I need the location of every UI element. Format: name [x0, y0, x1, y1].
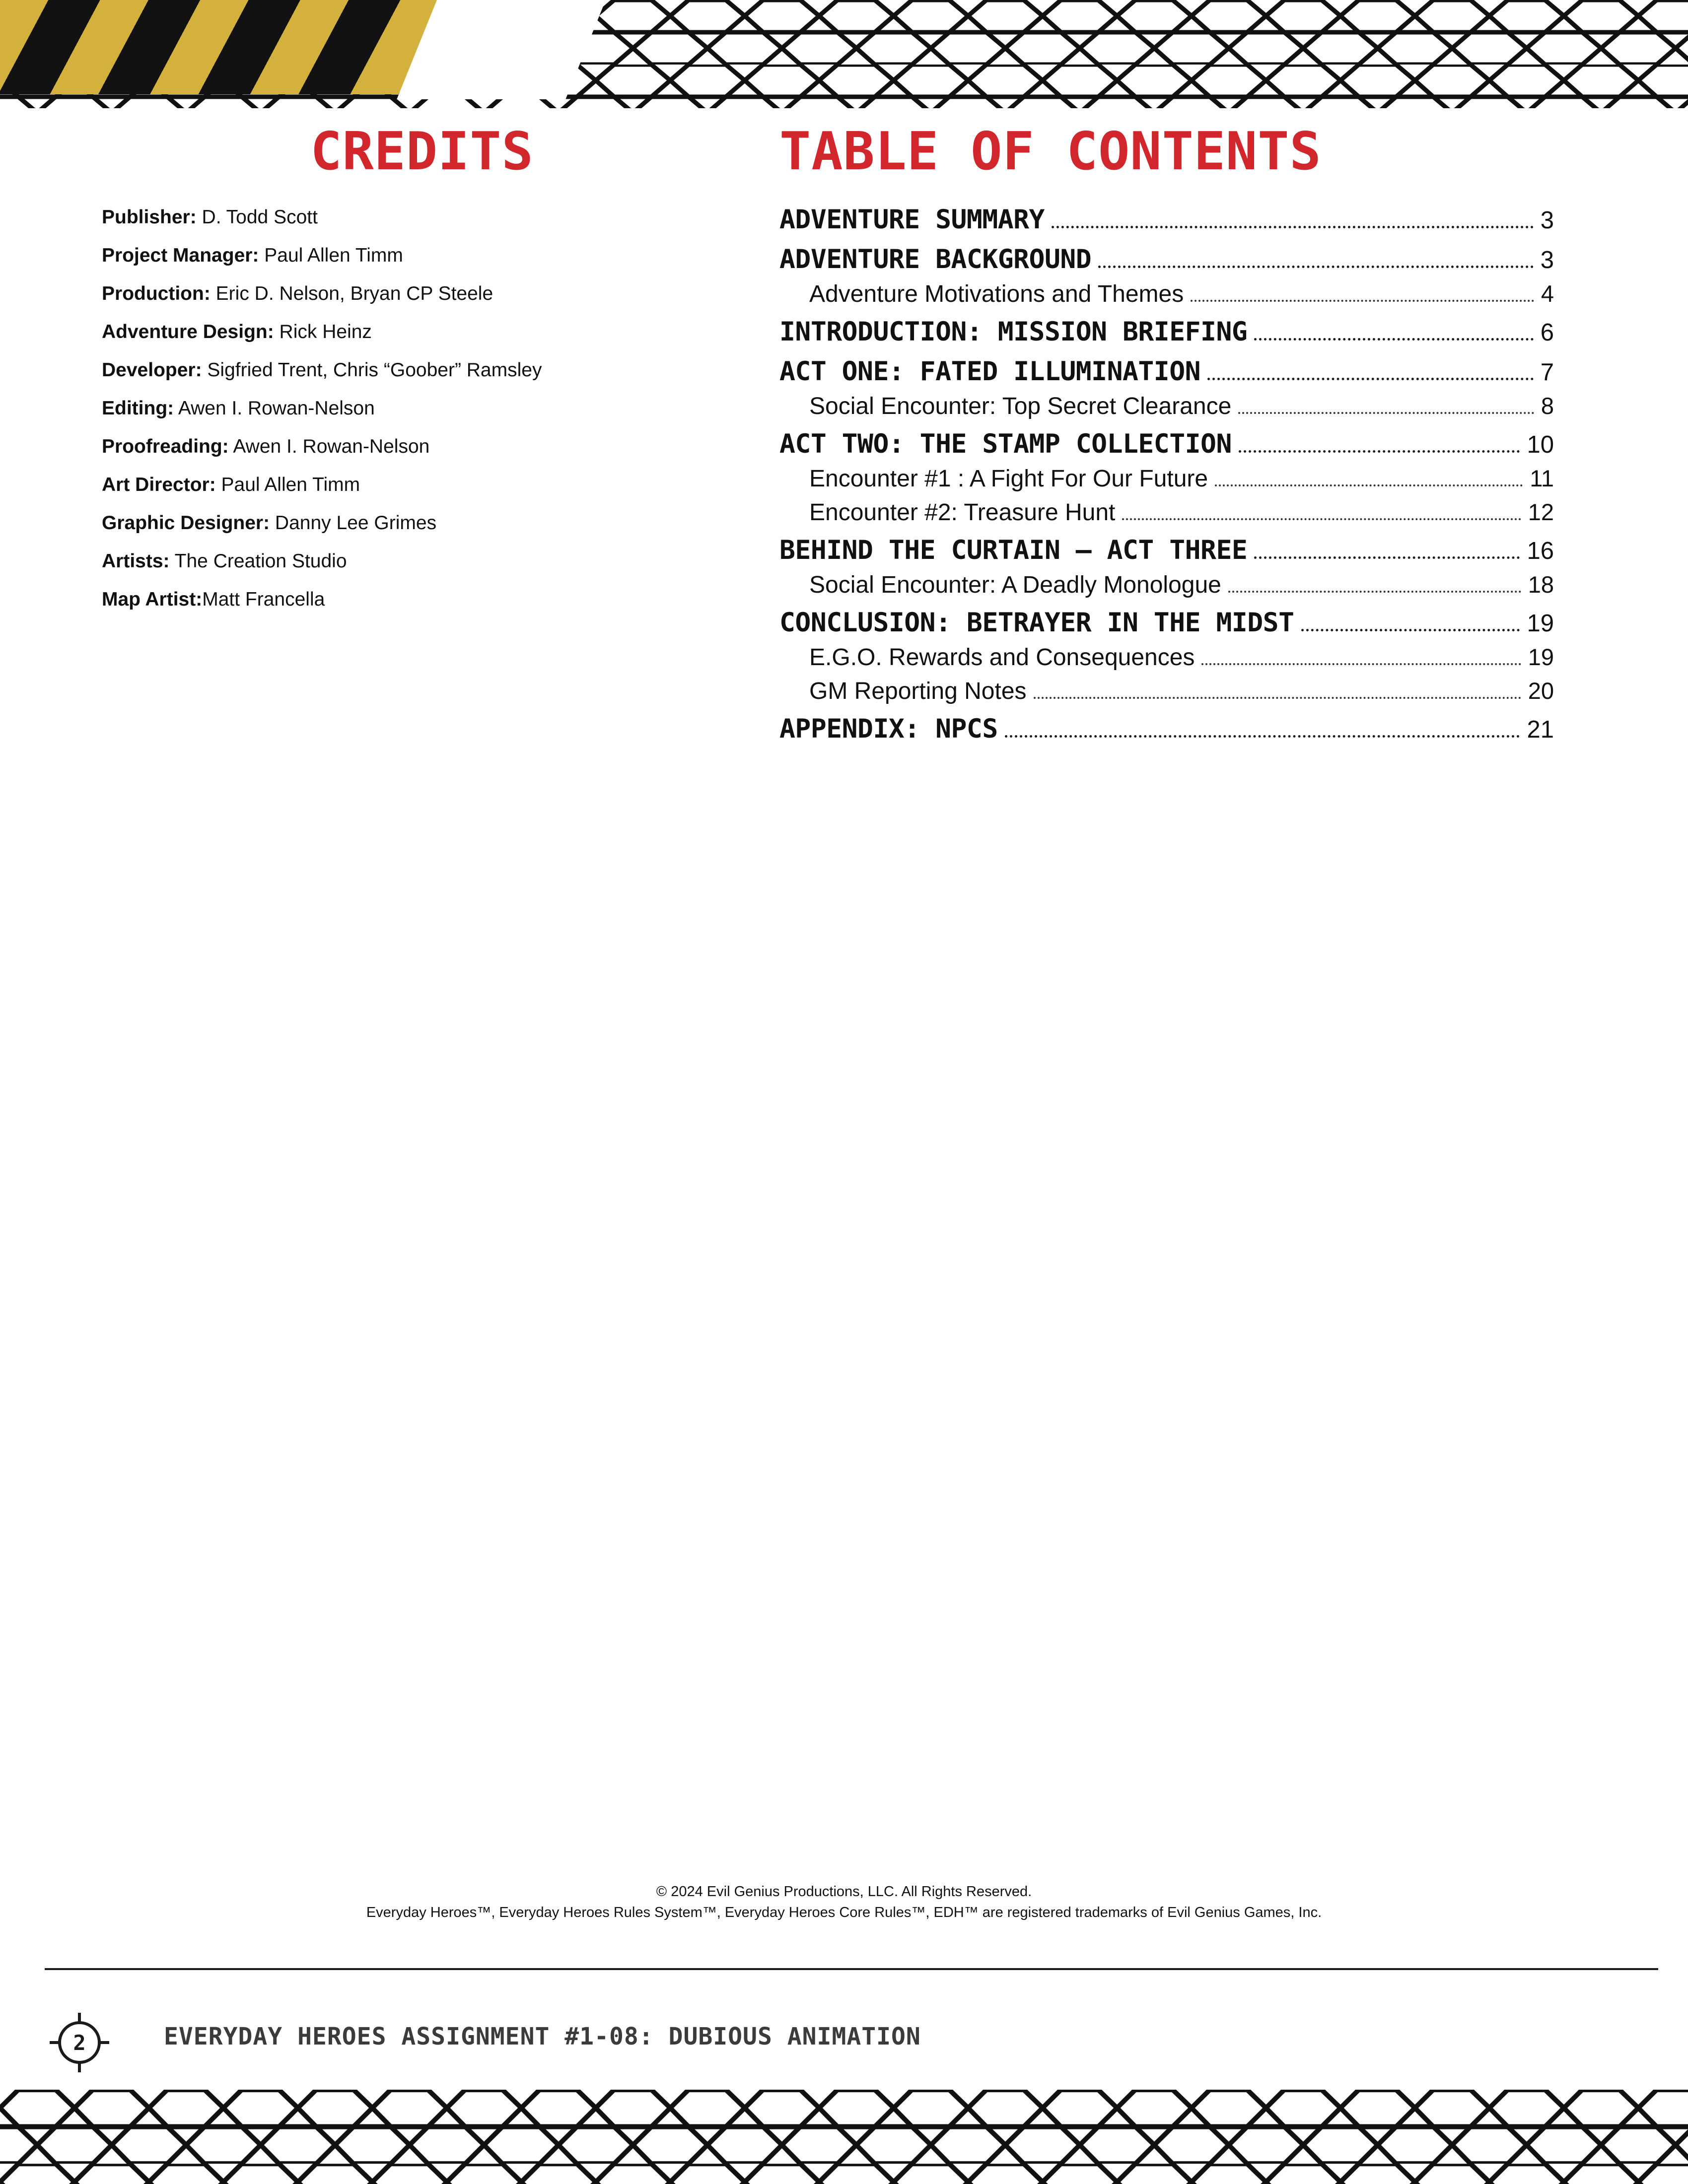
toc-leader	[1228, 591, 1521, 593]
credit-role: Publisher:	[102, 206, 197, 228]
toc-entry[interactable]	[779, 280, 1554, 308]
trademark-line: Everyday Heroes™, Everyday Heroes Rules System™, Everyday Heroes Core Rules™, EDH™ are registered trademarks of Evil Genius Games, Inc.	[366, 1905, 1322, 1921]
toc-leader	[1201, 663, 1521, 665]
toc-entry-label: ADVENTURE BACKGROUND	[779, 244, 1092, 275]
list-item	[102, 437, 742, 456]
credit-names: Danny Lee Grimes	[270, 512, 437, 534]
credit-role: Proofreading:	[102, 436, 229, 458]
credit-names: D. Todd Scott	[196, 206, 318, 228]
toc-leader	[1034, 697, 1521, 699]
toc-entry-page: 3	[1540, 207, 1554, 234]
toc-entry-page: 19	[1527, 610, 1554, 637]
toc-leader	[1191, 300, 1534, 302]
toc-leader	[1254, 556, 1520, 559]
toc-entry[interactable]	[779, 571, 1554, 599]
toc-entry-page: 19	[1528, 644, 1554, 671]
credit-role: Graphic Designer:	[102, 512, 270, 534]
credit-names: Matt Francella	[202, 589, 325, 611]
toc-entry-label: ACT ONE: FATED ILLUMINATION	[779, 356, 1201, 387]
toc-entry-label: CONCLUSION: BETRAYER IN THE MIDST	[779, 608, 1294, 638]
toc-entry-label: Encounter #2: Treasure Hunt	[809, 499, 1116, 526]
toc-entry-page: 16	[1527, 538, 1554, 565]
toc-entry-label: GM Reporting Notes	[809, 678, 1027, 705]
toc-list	[779, 205, 1574, 745]
toc-entry[interactable]	[779, 608, 1554, 638]
toc-leader	[1122, 518, 1521, 520]
credit-role: Project Manager:	[102, 245, 259, 267]
toc-leader	[1005, 735, 1520, 738]
toc-entry-label: Social Encounter: Top Secret Clearance	[809, 393, 1232, 420]
toc-entry-label: Adventure Motivations and Themes	[809, 281, 1184, 308]
credit-names: Paul Allen Timm	[259, 245, 403, 267]
toc-entry[interactable]	[779, 465, 1554, 492]
toc-leader	[1098, 266, 1534, 268]
toc-entry-page: 7	[1540, 359, 1554, 386]
toc-entry-label: BEHIND THE CURTAIN – ACT THREE	[779, 535, 1248, 566]
credit-names: Awen I. Rowan-Nelson	[228, 436, 430, 458]
list-item	[102, 513, 742, 533]
credits-heading: CREDITS	[310, 121, 534, 182]
credit-names: Awen I. Rowan-Nelson	[174, 398, 375, 419]
toc-entry[interactable]	[779, 317, 1554, 347]
toc-entry-page: 10	[1527, 431, 1554, 459]
bottom-decorative-band	[0, 2090, 1688, 2184]
toc-entry-page: 11	[1530, 465, 1554, 492]
toc-entry-label: ACT TWO: THE STAMP COLLECTION	[779, 429, 1232, 460]
credit-names: Sigfried Trent, Chris “Goober” Ramsley	[202, 359, 542, 381]
footer-title: EVERYDAY HEROES ASSIGNMENT #1-08: DUBIOUS ANIMATION	[164, 2023, 921, 2050]
list-item	[102, 322, 742, 341]
legal-notice	[0, 1881, 1688, 1923]
toc-leader	[1254, 338, 1533, 341]
toc-leader	[1207, 378, 1534, 380]
list-item	[102, 590, 742, 609]
page-number: 2	[73, 2030, 86, 2055]
toc-entry[interactable]	[779, 205, 1554, 235]
toc-entry-label: Social Encounter: A Deadly Monologue	[809, 572, 1221, 599]
credit-names: Rick Heinz	[274, 321, 372, 343]
toc-entry[interactable]	[779, 392, 1554, 420]
toc-leader	[1238, 412, 1534, 414]
credit-role: Art Director:	[102, 474, 216, 496]
list-item	[102, 399, 742, 418]
credit-role: Adventure Design:	[102, 321, 274, 343]
toc-entry-page: 6	[1540, 319, 1554, 346]
copyright-line: © 2024 Evil Genius Productions, LLC. All Rights Reserved.	[656, 1884, 1032, 1900]
toc-entry[interactable]	[779, 714, 1554, 745]
toc-leader	[1215, 484, 1523, 486]
footer-divider	[45, 1968, 1658, 1970]
toc-entry-page: 3	[1540, 247, 1554, 274]
list-item	[102, 284, 742, 303]
toc-entry-page: 21	[1527, 716, 1554, 744]
toc-entry-page: 18	[1528, 571, 1554, 598]
credit-names: Eric D. Nelson, Bryan CP Steele	[210, 283, 493, 305]
credits-list	[102, 207, 742, 609]
toc-heading: TABLE OF CONTENTS	[779, 121, 1322, 182]
toc-entry[interactable]	[779, 429, 1554, 460]
toc-entry[interactable]	[779, 356, 1554, 387]
toc-entry-label: Encounter #1 : A Fight For Our Future	[809, 466, 1208, 492]
toc-entry[interactable]	[779, 244, 1554, 275]
credit-names: Paul Allen Timm	[215, 474, 360, 496]
hexagon-pattern-icon	[0, 2090, 1688, 2184]
toc-leader	[1301, 629, 1520, 631]
list-item	[102, 475, 742, 494]
table-of-contents-column	[779, 121, 1574, 750]
toc-entry-page: 20	[1528, 678, 1554, 704]
toc-entry-label: ADVENTURE SUMMARY	[779, 205, 1045, 235]
toc-entry[interactable]	[779, 498, 1554, 526]
list-item	[102, 207, 742, 227]
list-item	[102, 360, 742, 380]
list-item	[102, 551, 742, 571]
credit-role: Developer:	[102, 359, 202, 381]
credit-role: Map Artist:	[102, 589, 203, 611]
toc-entry-label: E.G.O. Rewards and Consequences	[809, 644, 1195, 671]
toc-entry-page: 4	[1541, 280, 1554, 307]
toc-entry-page: 12	[1528, 499, 1554, 526]
credit-names: The Creation Studio	[169, 550, 347, 572]
top-decorative-band	[0, 0, 1688, 108]
toc-entry-page: 8	[1541, 393, 1554, 419]
credit-role: Artists:	[102, 550, 170, 572]
toc-entry[interactable]	[779, 643, 1554, 671]
toc-entry[interactable]	[779, 535, 1554, 566]
toc-leader	[1052, 226, 1534, 228]
toc-entry[interactable]	[779, 677, 1554, 705]
credit-role: Editing:	[102, 398, 174, 419]
credit-role: Production:	[102, 283, 211, 305]
list-item	[102, 246, 742, 265]
toc-entry-label: APPENDIX: NPCS	[779, 714, 998, 745]
toc-leader	[1239, 450, 1520, 453]
credits-column	[102, 121, 742, 628]
toc-entry-label: INTRODUCTION: MISSION BRIEFING	[779, 317, 1248, 347]
